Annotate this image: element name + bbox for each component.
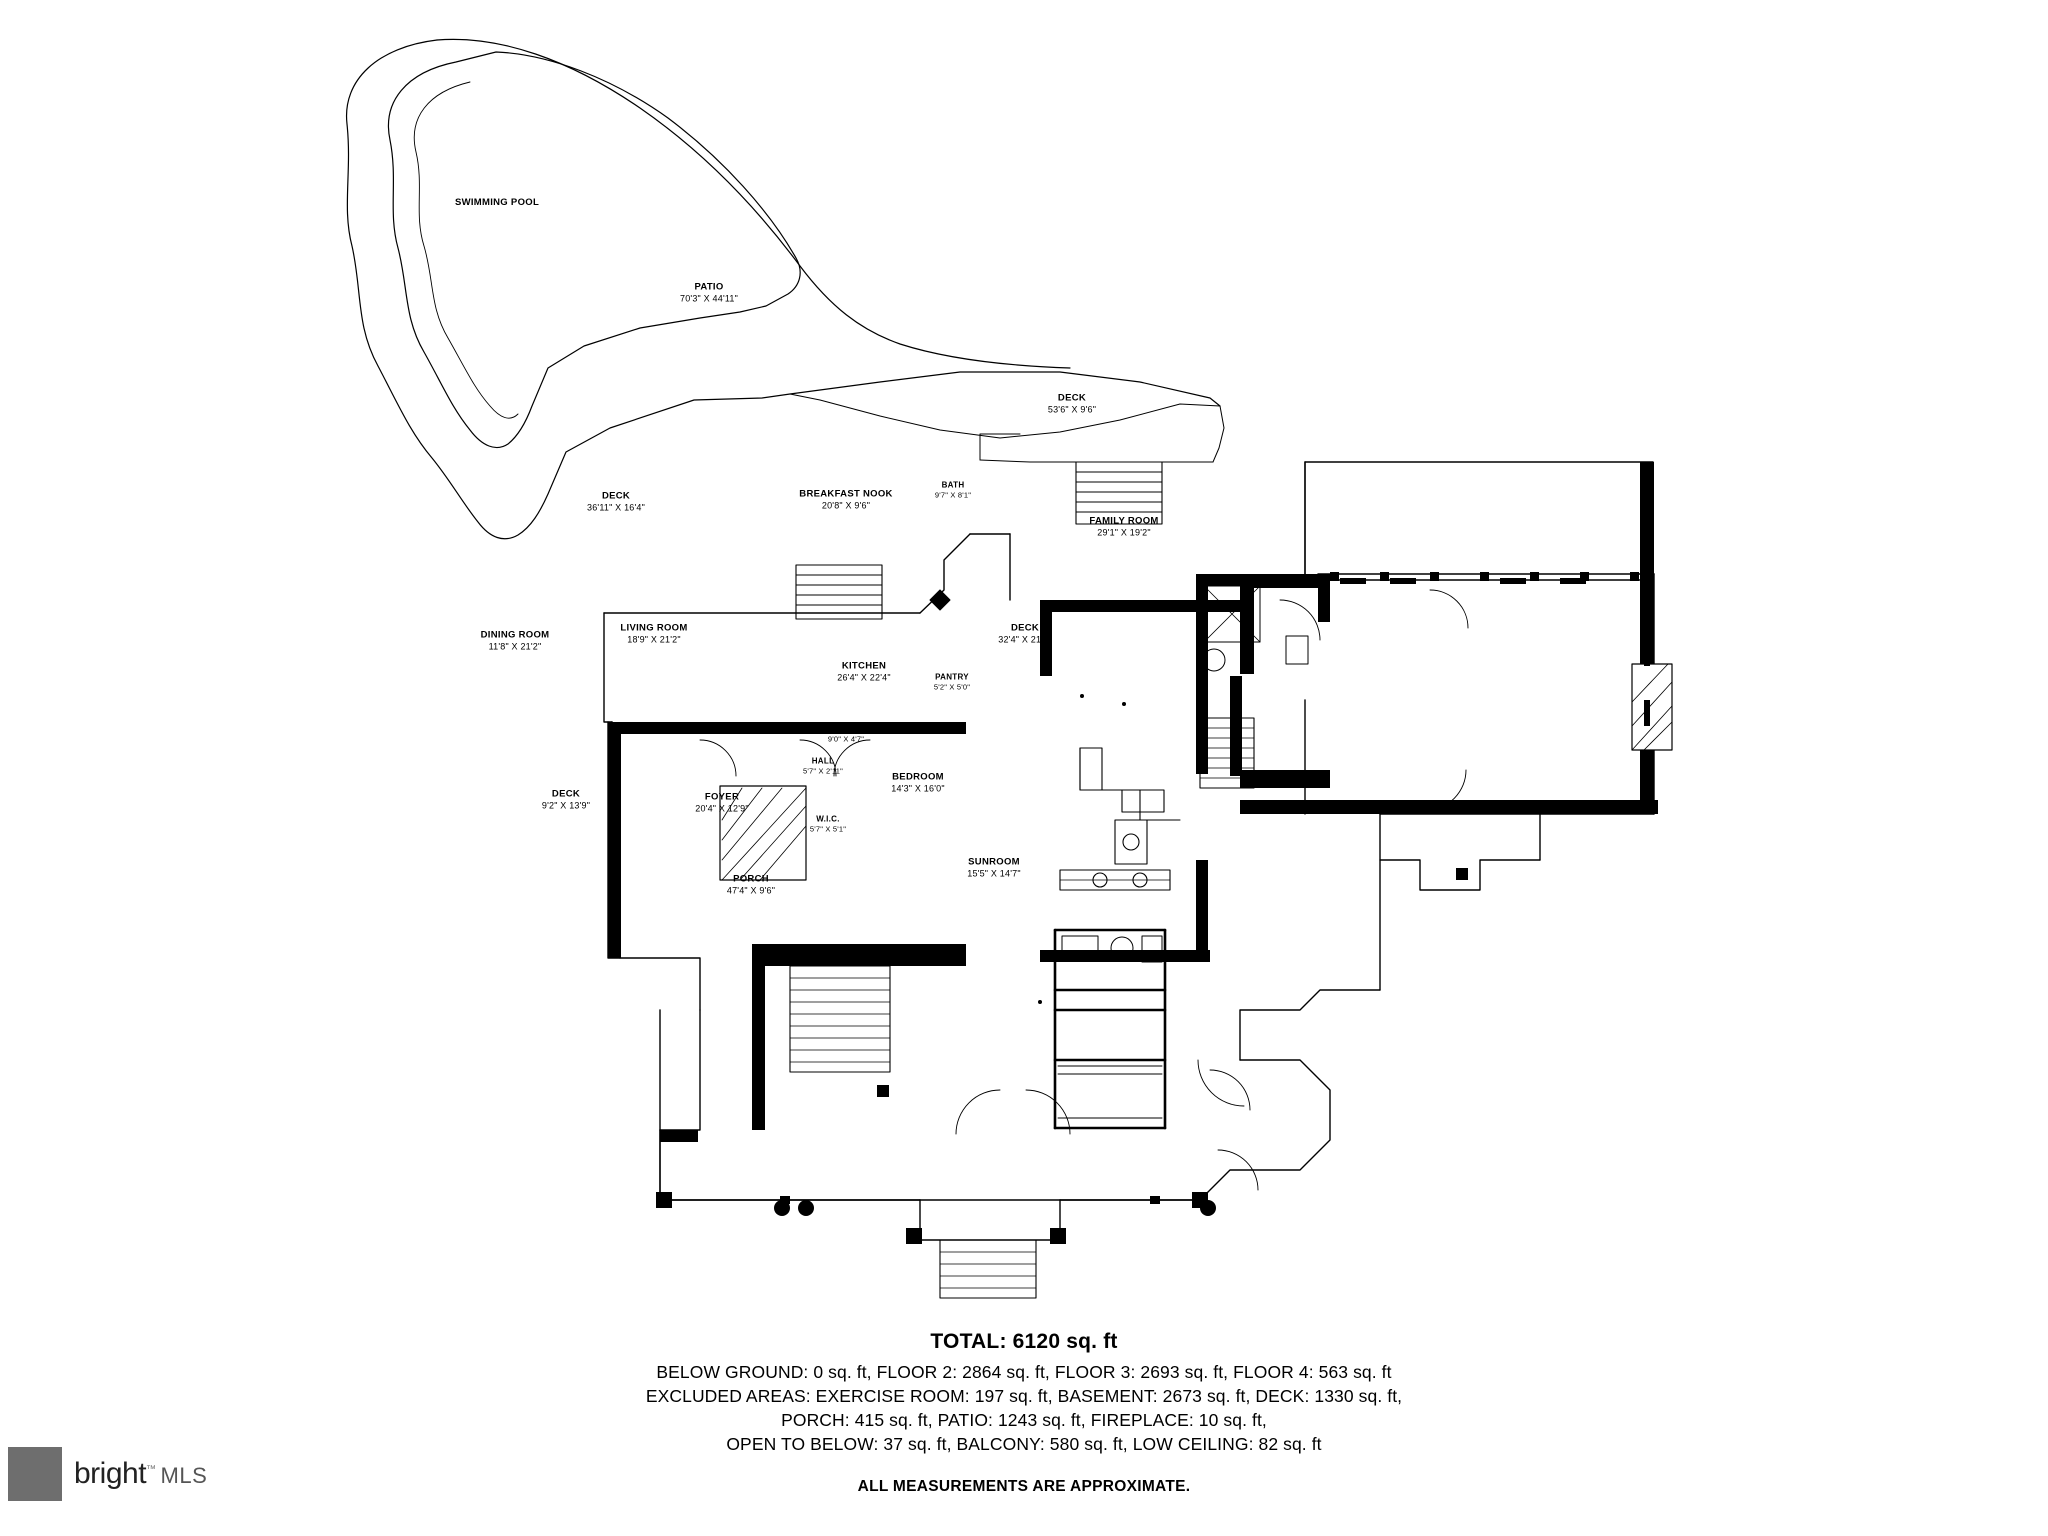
logo-mark-icon	[8, 1447, 62, 1501]
room-name: LIVING ROOM	[620, 622, 688, 634]
stairs-front	[940, 1240, 1036, 1298]
room-name: BATH	[834, 724, 858, 734]
room-name: FAMILY ROOM	[1089, 515, 1159, 527]
room-name: PANTRY	[935, 672, 969, 682]
room-dims: 36'11" X 16'4"	[587, 502, 645, 513]
room-dims: 20'8" X 9'6"	[821, 500, 871, 511]
room-name: DECK	[601, 490, 631, 502]
room-dims: 14'3" X 16'0"	[891, 783, 945, 794]
disclaimer: ALL MEASUREMENTS ARE APPROXIMATE.	[857, 1477, 1191, 1495]
summary-line-4: OPEN TO BELOW: 37 sq. ft, BALCONY: 580 sq. ft, LOW CEILING: 82 sq. ft	[726, 1434, 1322, 1455]
room-name: BREAKFAST NOOK	[799, 488, 893, 500]
room-name: PATIO	[694, 281, 724, 293]
logo-trademark-icon: ™	[146, 1464, 156, 1475]
summary-line-1: BELOW GROUND: 0 sq. ft, FLOOR 2: 2864 sq. ft, FLOOR 3: 2693 sq. ft, FLOOR 4: 563 sq. ft	[656, 1362, 1392, 1382]
room-name: DINING ROOM	[480, 629, 550, 641]
room-name: KITCHEN	[841, 660, 887, 672]
room-name: DECK	[551, 788, 581, 800]
summary-line-2: EXCLUDED AREAS: EXERCISE ROOM: 197 sq. ft, BASEMENT: 2673 sq. ft, DECK: 1330 sq. ft,	[645, 1386, 1403, 1407]
room-dims: 9'7" X 8'1"	[934, 490, 972, 500]
kitchen-fixtures	[1060, 748, 1180, 890]
room-name: SUNROOM	[968, 856, 1020, 868]
room-name: DECK	[1010, 622, 1040, 634]
area-summary	[0, 1330, 2048, 1496]
room-dims: 47'4" X 9'6"	[726, 885, 776, 896]
room-dims: 9'2" X 13'9"	[541, 800, 591, 811]
room-name: HALL	[811, 756, 835, 766]
room-dims: 29'1" X 19'2"	[1097, 527, 1151, 538]
room-dims: 5'7" X 2'11"	[802, 766, 844, 776]
deck-left	[604, 534, 1010, 736]
summary-line-3: PORCH: 415 sq. ft, PATIO: 1243 sq. ft, FIREPLACE: 10 sq. ft,	[781, 1410, 1267, 1431]
bright-mls-logo	[8, 1443, 244, 1505]
room-name: W.I.C.	[816, 814, 840, 824]
room-dims: 5'7" X 5'1"	[809, 824, 847, 834]
room-dims: 20'4" X 12'9"	[695, 803, 749, 814]
room-dims: 26'4" X 22'4"	[837, 672, 891, 683]
room-dims: 15'5" X 14'7"	[967, 868, 1021, 879]
room-name: DECK	[1057, 392, 1087, 404]
logo-brand-name: bright	[74, 1457, 147, 1490]
room-name: PORCH	[733, 873, 769, 885]
logo-wordmark	[74, 1457, 207, 1491]
room-dims: 11'8" X 21'2"	[488, 641, 542, 652]
window-markers	[612, 578, 1650, 1204]
room-dims: 5'2" X 5'0"	[933, 682, 971, 692]
room-dims: 70'3" X 44'11"	[680, 293, 738, 304]
stairs-foyer	[790, 966, 890, 1072]
room-name: BATH	[941, 480, 965, 490]
room-dims: 32'4" X 21'5"	[998, 634, 1052, 645]
room-dims: 9'0" X 4'7"	[827, 734, 865, 744]
room-name: FOYER	[704, 791, 740, 803]
room-dims: 18'9" X 21'2"	[627, 634, 681, 645]
room-dims: 53'6" X 9'6"	[1047, 404, 1097, 415]
room-name: BEDROOM	[892, 771, 944, 783]
room-name: SWIMMING POOL	[454, 197, 540, 209]
total-area: TOTAL: 6120 sq. ft	[930, 1330, 1118, 1353]
stairs-left-deck	[796, 565, 882, 619]
logo-suffix: MLS	[160, 1463, 208, 1488]
stairs-top	[1076, 462, 1162, 524]
